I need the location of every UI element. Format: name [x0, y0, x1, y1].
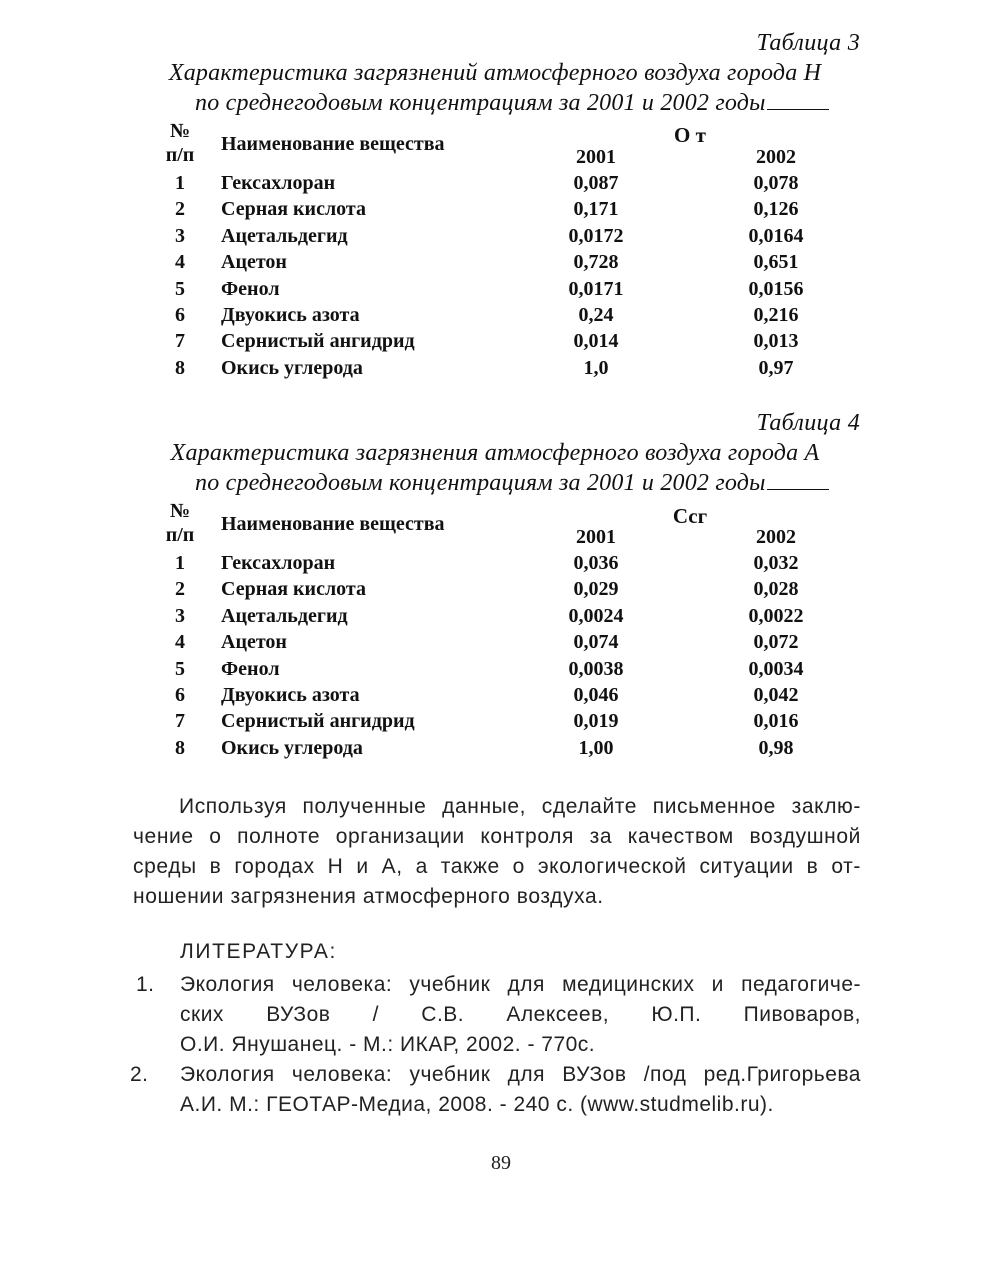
row-value-2001: 0,728: [573, 251, 619, 273]
row-substance-name: Сернистый ангидрид: [221, 710, 415, 732]
row-substance-name: Сернистый ангидрид: [221, 330, 415, 352]
caption-underline: [767, 475, 829, 490]
row-number: 2: [175, 198, 185, 220]
row-substance-name: Двуокись азота: [221, 304, 360, 326]
row-substance-name: Гексахлоран: [221, 172, 336, 194]
row-value-2001: 0,0024: [568, 605, 624, 627]
row-value-2001: 0,074: [573, 631, 619, 653]
row-value-2001: 0,24: [578, 304, 614, 326]
row-substance-name: Гексахлоран: [221, 552, 336, 574]
row-number: 1: [175, 172, 185, 194]
caption-underline: [767, 95, 829, 110]
reference-line: О.И. Янушанец. - М.: ИКАР, 2002. - 770с.: [180, 1033, 596, 1056]
row-number: 5: [175, 278, 185, 300]
header-year-2002: 2002: [756, 146, 796, 168]
row-value-2001: 0,036: [573, 552, 619, 574]
header-year-2001: 2001: [576, 526, 616, 548]
row-value-2002: 0,016: [753, 710, 799, 732]
row-substance-name: Ацетон: [221, 631, 287, 653]
table-4-label: Таблица 4: [756, 410, 860, 436]
table-4-caption-line1: Характеристика загрязнения атмосферного воздуха города А: [170, 440, 820, 466]
row-number: 6: [175, 684, 185, 706]
reference-item-2: [130, 1060, 861, 1120]
row-number: 7: [175, 330, 185, 352]
row-substance-name: Серная кислота: [221, 198, 366, 220]
row-value-2001: 0,019: [573, 710, 619, 732]
task-paragraph: [133, 792, 861, 912]
literature-heading: ЛИТЕРАТУРА:: [180, 940, 337, 963]
row-number: 3: [175, 605, 185, 627]
row-value-2001: 0,0171: [568, 278, 624, 300]
table-3-label: Таблица 3: [756, 30, 860, 56]
page-number: 89: [491, 1152, 511, 1174]
row-substance-name: Ацетон: [221, 251, 287, 273]
row-value-2002: 0,126: [753, 198, 799, 220]
header-group: О т: [674, 123, 706, 147]
task-line: чение о полноте организации контроля за качеством воздушной: [133, 825, 861, 848]
row-value-2002: 0,042: [753, 684, 799, 706]
reference-line: Экология человека: учебник для медицинских и педагогиче-: [180, 973, 861, 996]
row-substance-name: Окись углерода: [221, 357, 363, 379]
row-number: 5: [175, 658, 185, 680]
header-group: Ссг: [672, 504, 708, 528]
row-value-2001: 0,171: [573, 198, 619, 220]
row-value-2002: 0,0156: [748, 278, 804, 300]
header-year-2001: 2001: [576, 146, 616, 168]
row-number: 8: [175, 357, 185, 379]
row-value-2002: 0,0022: [748, 605, 804, 627]
row-number: 3: [175, 225, 185, 247]
row-value-2002: 0,98: [758, 737, 794, 759]
row-value-2001: 1,00: [578, 737, 614, 759]
header-no: №: [169, 500, 191, 522]
row-value-2001: 0,029: [573, 578, 619, 600]
row-value-2001: 0,0038: [568, 658, 624, 680]
row-substance-name: Фенол: [221, 658, 280, 680]
row-substance-name: Фенол: [221, 278, 280, 300]
row-number: 1: [175, 552, 185, 574]
row-value-2001: 0,087: [573, 172, 619, 194]
reference-item-1: [130, 970, 861, 1060]
row-value-2001: 0,014: [573, 330, 619, 352]
row-number: 7: [175, 710, 185, 732]
header-pp: п/п: [165, 524, 195, 546]
reference-line: А.И. М.: ГЕОТАР-Медиа, 2008. - 240 с. (www.studmelib.ru).: [180, 1093, 774, 1116]
row-number: 4: [175, 251, 185, 273]
header-no: №: [169, 120, 191, 142]
row-value-2001: 1,0: [583, 357, 609, 379]
row-value-2002: 0,032: [753, 552, 799, 574]
row-substance-name: Ацетальдегид: [221, 605, 348, 627]
row-number: 6: [175, 304, 185, 326]
header-substance: Наименование вещества: [221, 513, 445, 535]
row-value-2002: 0,651: [753, 251, 799, 273]
reference-line: ских ВУЗов / С.В. Алексеев, Ю.П. Пивоваров,: [180, 1003, 861, 1026]
row-value-2002: 0,97: [758, 357, 794, 379]
row-value-2002: 0,028: [753, 578, 799, 600]
row-substance-name: Серная кислота: [221, 578, 366, 600]
row-value-2002: 0,072: [753, 631, 799, 653]
header-pp: п/п: [165, 144, 195, 166]
row-value-2002: 0,0034: [748, 658, 804, 680]
row-substance-name: Двуокись азота: [221, 684, 360, 706]
header-year-2002: 2002: [756, 526, 796, 548]
row-substance-name: Ацетальдегид: [221, 225, 348, 247]
row-substance-name: Окись углерода: [221, 737, 363, 759]
reference-line: Экология человека: учебник для ВУЗов /под ред.Григорьева: [180, 1063, 861, 1086]
row-number: 8: [175, 737, 185, 759]
task-line: среды в городах Н и А, а также о экологической ситуации в от-: [133, 855, 861, 878]
row-value-2001: 0,046: [573, 684, 619, 706]
table-3-caption-line2: по среднегодовым концентрациям за 2001 и 2002 годы: [195, 90, 829, 117]
header-substance: Наименование вещества: [221, 133, 445, 155]
row-number: 4: [175, 631, 185, 653]
row-value-2002: 0,0164: [748, 225, 804, 247]
row-value-2002: 0,013: [753, 330, 799, 352]
table-3-caption-line1: Характеристика загрязнений атмосферного воздуха города Н: [168, 60, 822, 86]
reference-number: 2.: [130, 1063, 149, 1086]
row-value-2002: 0,078: [753, 172, 799, 194]
task-line: ношении загрязнения атмосферного воздуха.: [133, 885, 604, 908]
table-4-caption-line2: по среднегодовым концентрациям за 2001 и 2002 годы: [195, 470, 829, 497]
row-number: 2: [175, 578, 185, 600]
row-value-2002: 0,216: [753, 304, 799, 326]
row-value-2001: 0,0172: [568, 225, 624, 247]
task-line: Используя полученные данные, сделайте письменное заклю-: [179, 795, 861, 818]
reference-number: 1.: [136, 973, 155, 996]
